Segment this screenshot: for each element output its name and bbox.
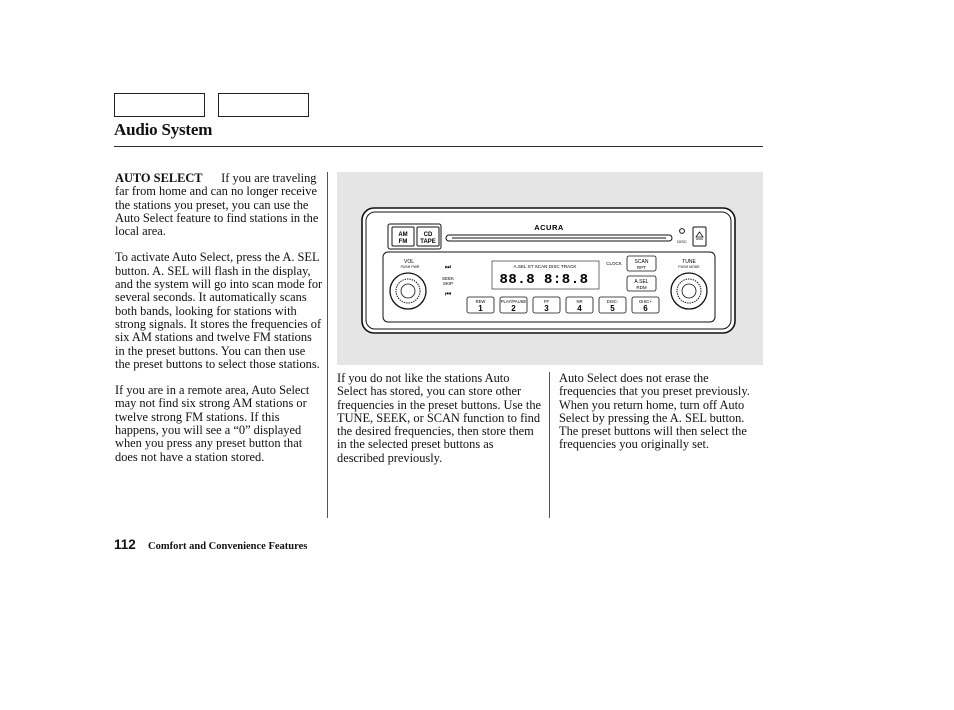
preset-number-2: 2 bbox=[511, 304, 516, 313]
clock-label: CLOCK bbox=[606, 261, 622, 266]
erase-paragraph: Auto Select does not erase the frequencies that you preset previously. When you return home, turn off Auto Select by pressing the A. SEL button. The preset buttons will then select the frequencies you originally set. bbox=[559, 371, 750, 452]
pwr-label: PUSH PWR bbox=[400, 265, 420, 269]
footer-section: Comfort and Convenience Features bbox=[148, 541, 308, 552]
column-2 bbox=[337, 372, 542, 478]
store-other-paragraph: If you do not like the stations Auto Select has stored, you can store other frequencies in the preset buttons. Use the TUNE, SEEK, or SCAN function to find the desired frequencies, then store them in the selected preset buttons as described previously. bbox=[337, 371, 542, 465]
preset-label-2: PLAY/PAUSE bbox=[500, 299, 527, 304]
brand-label: ACURA bbox=[534, 223, 564, 232]
skip-back-icon: ⏮ bbox=[444, 291, 452, 298]
asel-label: A.SEL bbox=[634, 279, 649, 285]
disc-indicator bbox=[680, 229, 685, 234]
seek-label: SEEK bbox=[441, 276, 455, 281]
preset-number-1: 1 bbox=[478, 304, 483, 313]
display-digits: 88.8 8:8.8 bbox=[499, 272, 589, 288]
preset-label-6: DISC+ bbox=[639, 299, 652, 304]
intro-text: If you are traveling far from home and can no longer receive the stations you preset, you can use the Auto Select feature to find stations in the local area. bbox=[115, 171, 319, 239]
remote-area-paragraph: If you are in a remote area, Auto Select may not find six strong AM stations or twelve strong FM stations. If this happens, you will see a “0” displayed when you press any preset button that does not have a station stored. bbox=[115, 383, 310, 464]
disc-label: DISC bbox=[677, 239, 687, 244]
eject-button bbox=[693, 227, 706, 246]
page-title: Audio System bbox=[114, 120, 213, 139]
radio-illustration bbox=[337, 172, 763, 365]
preset-number-4: 4 bbox=[577, 304, 582, 313]
preset-label-5: DISC- bbox=[606, 299, 619, 304]
column-1 bbox=[115, 172, 323, 477]
preset-label-3: FF bbox=[543, 299, 550, 304]
skip-label: SKIP bbox=[442, 281, 454, 286]
activate-paragraph: To activate Auto Select, press the A. SEL button. A. SEL will flash in the display, and the system will go into scan mode for several seconds. It automatically scans both bands, looking for stations with strong signals. It stores the frequencies of six AM stations and twelve FM stations in the preset buttons. You can then use the preset buttons to select those stations. bbox=[115, 250, 323, 371]
preset-number-3: 3 bbox=[544, 304, 549, 313]
column-divider-2 bbox=[549, 372, 550, 518]
radio-figure bbox=[337, 172, 763, 365]
title-rule bbox=[114, 146, 763, 147]
preset-label-1: REW bbox=[475, 299, 486, 304]
preset-number-6: 6 bbox=[643, 304, 648, 313]
header-tab-1 bbox=[114, 93, 205, 117]
rpt-label: RPT bbox=[637, 265, 646, 270]
pushmode-label: PUSH MODE bbox=[678, 265, 700, 269]
seek-icon: ⏭ bbox=[444, 264, 452, 271]
page-number: 112 bbox=[114, 537, 136, 552]
auto-select-paragraph bbox=[115, 172, 323, 238]
auto-select-heading: AUTO SELECT bbox=[115, 171, 203, 185]
tape-label: TAPE bbox=[420, 239, 436, 245]
vol-label: VOL bbox=[403, 259, 415, 265]
tune-label: TUNE bbox=[682, 259, 696, 265]
cd-label: CD bbox=[423, 232, 433, 238]
preset-label-4: NR bbox=[576, 299, 583, 304]
am-label: AM bbox=[398, 232, 408, 238]
column-divider-1 bbox=[327, 172, 328, 518]
fm-label: FM bbox=[398, 239, 408, 245]
rdm-label: RDM bbox=[636, 285, 647, 290]
scan-label: SCAN bbox=[634, 259, 649, 265]
display-indicators: A.SEL ST SCAN DISC TRACK bbox=[513, 264, 577, 269]
column-3 bbox=[559, 372, 764, 465]
header-tab-2 bbox=[218, 93, 309, 117]
preset-number-5: 5 bbox=[610, 304, 615, 313]
